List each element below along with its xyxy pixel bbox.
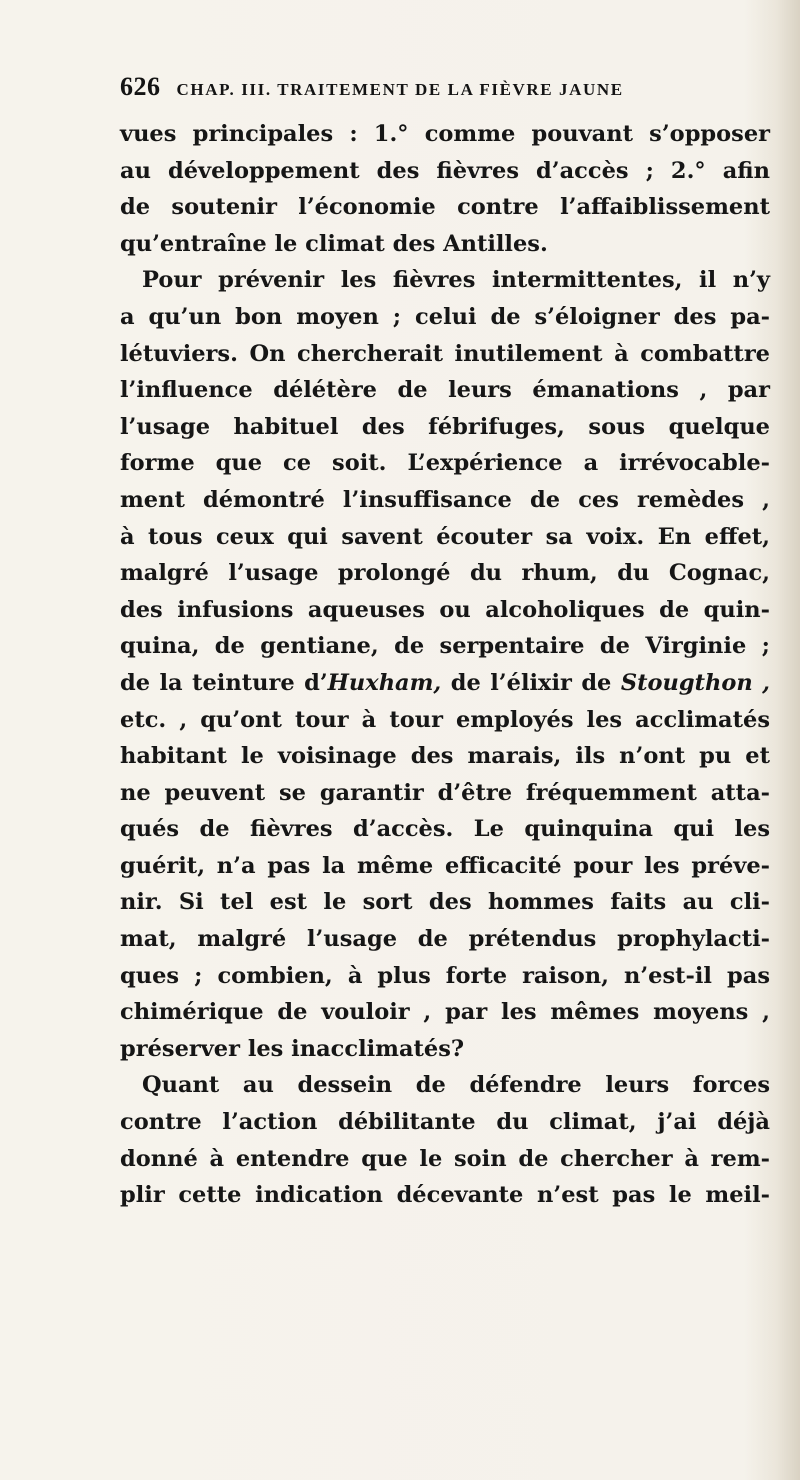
text-line: chimérique de vouloir , par les mêmes moyens ,	[120, 999, 770, 1026]
text-line: préserver les inacclimatés?	[120, 1035, 465, 1062]
text-line: forme que ce soit. L’expérience a irrévocable-	[120, 450, 770, 477]
text-line: Pour prévenir les fièvres intermittentes, il n’y	[142, 267, 770, 294]
text-line: malgré l’usage prolongé du rhum, du Cognac,	[120, 560, 770, 587]
line-text: de la teinture d’	[120, 669, 328, 696]
text-line-with-italics	[120, 665, 770, 702]
text-line: plir cette indication décevante n’est pas le meil-	[120, 1182, 770, 1209]
text-line: nir. Si tel est le sort des hommes faits au cli-	[120, 889, 770, 916]
text-line: habitant le voisinage des marais, ils n’ont pu et	[120, 743, 770, 770]
text-line: etc. , qu’ont tour à tour employés les acclimatés	[120, 706, 770, 733]
page-header	[120, 72, 730, 102]
page-number: 626	[120, 72, 161, 101]
text-line: l’usage habituel des fébrifuges, sous quelque	[120, 413, 770, 440]
text-line: donné à entendre que le soin de chercher à rem-	[120, 1145, 770, 1172]
text-line: vues principales : 1.° comme pouvant s’opposer	[120, 121, 770, 147]
text-line: à tous ceux qui savent écouter sa voix. En effet,	[120, 523, 770, 550]
italic-name-stougthon: Stougthon ,	[620, 669, 770, 696]
italic-name-huxham: Huxham,	[327, 669, 442, 696]
body-text	[120, 116, 770, 1214]
text-line: de soutenir l’économie contre l’affaiblissement	[120, 194, 770, 221]
text-line: ment démontré l’insuffisance de ces remèdes ,	[120, 486, 770, 513]
text-line: létuviers. On chercherait inutilement à combattre	[120, 340, 770, 367]
text-line: Quant au dessein de défendre leurs forces	[142, 1072, 770, 1099]
text-line: ques ; combien, à plus forte raison, n’est-il pas	[120, 962, 770, 989]
text-line: l’influence délétère de leurs émanations , par	[120, 377, 770, 404]
text-line: ne peuvent se garantir d’être fréquemment atta-	[120, 779, 770, 806]
text-line: a qu’un bon moyen ; celui de s’éloigner des pa-	[120, 303, 770, 330]
text-line: qués de fièvres d’accès. Le quinquina qui les	[120, 816, 770, 843]
text-line: des infusions aqueuses ou alcoholiques de quin-	[120, 596, 770, 623]
text-line: qu’entraîne le climat des Antilles.	[120, 230, 548, 257]
text-line: guérit, n’a pas la même efficacité pour les préve-	[120, 852, 770, 879]
text-line: quina, de gentiane, de serpentaire de Virginie ;	[120, 633, 770, 660]
text-line: au développement des fièvres d’accès ; 2.° afin	[120, 157, 770, 184]
text-line: contre l’action débilitante du climat, j’ai déjà	[120, 1109, 770, 1136]
line-text: de l’élixir de	[441, 669, 621, 696]
text-line: mat, malgré l’usage de prétendus prophylacti-	[120, 926, 770, 953]
running-head: CHAP. III. TRAITEMENT DE LA FIÈVRE JAUNE	[176, 80, 624, 99]
